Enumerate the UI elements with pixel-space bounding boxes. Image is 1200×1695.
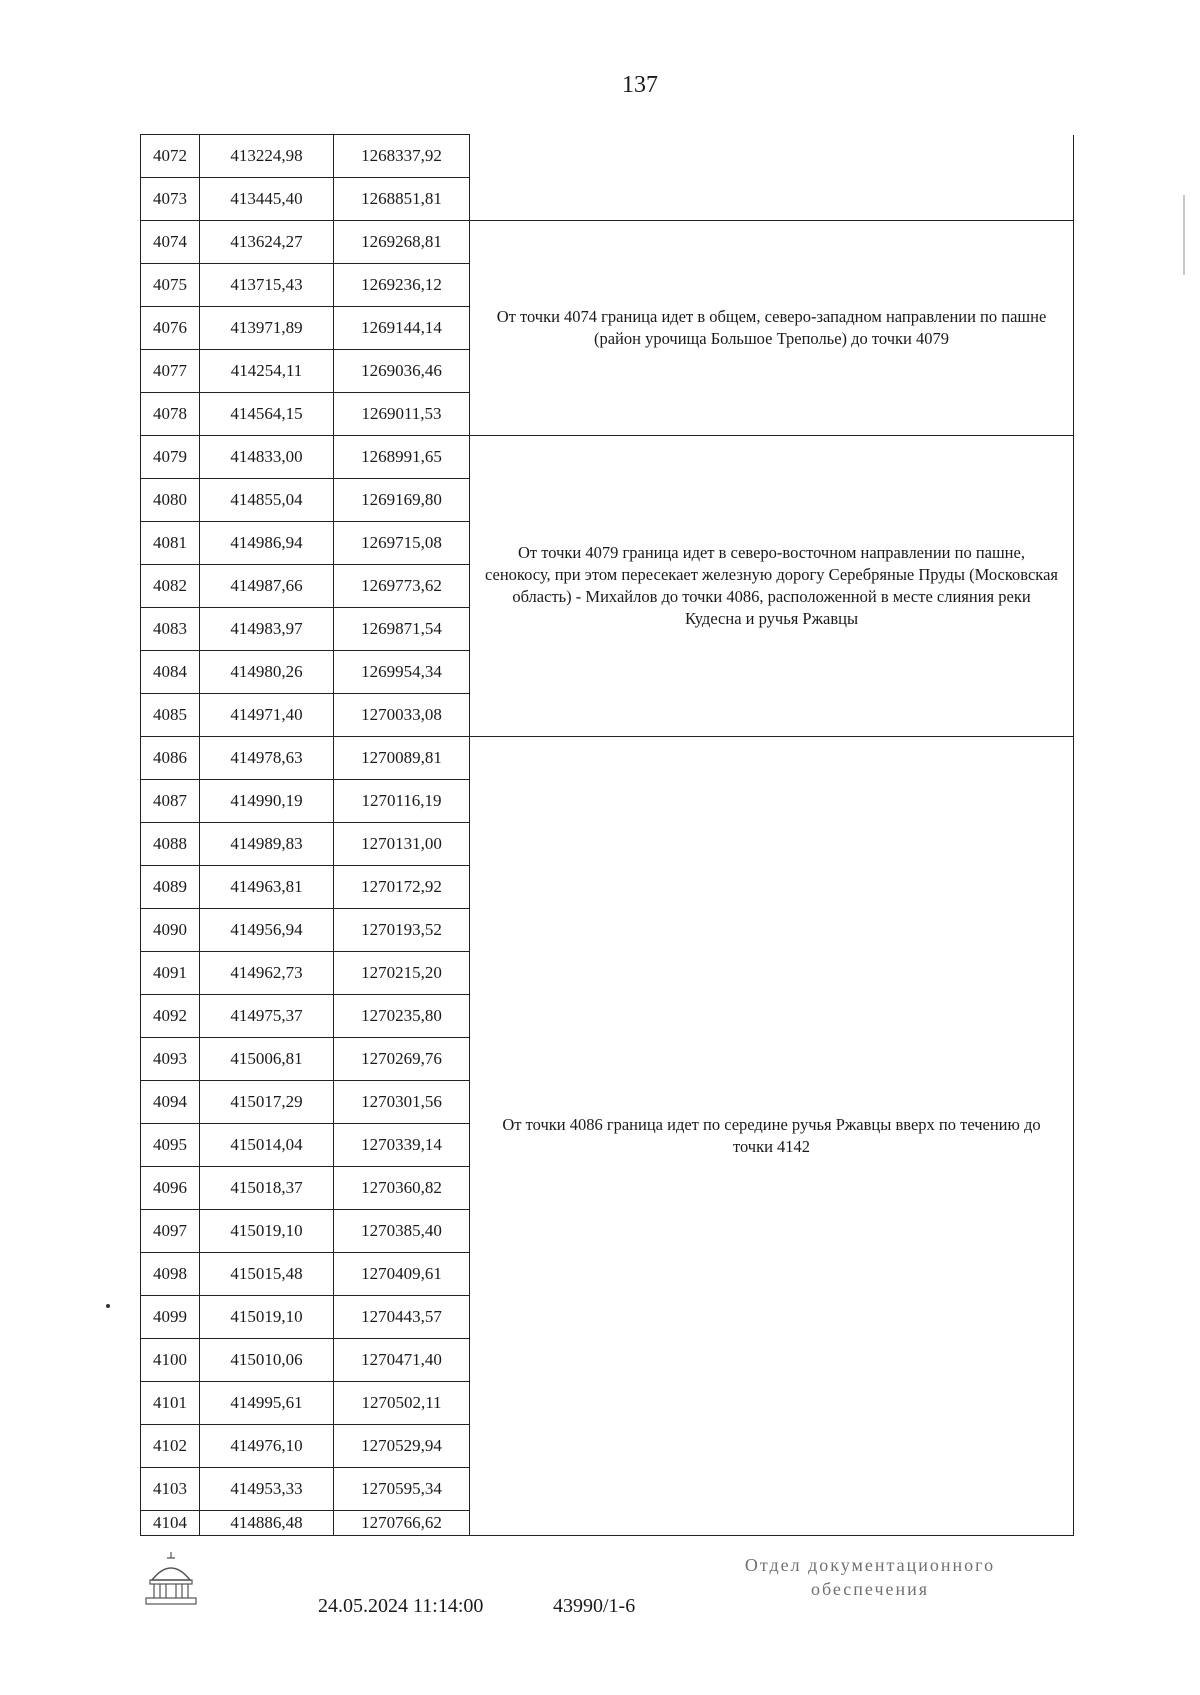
x-coordinate: 414953,33 [200,1468,334,1511]
y-coordinate: 1270131,00 [334,823,470,866]
boundary-description: От точки 4086 граница идет по середине ручья Ржавцы вверх по течению до точки 4142 [470,737,1074,1536]
y-coordinate: 1270172,92 [334,866,470,909]
footer-date: 24.05.2024 11:14:00 [318,1595,484,1617]
boundary-description [470,135,1074,221]
x-coordinate: 415019,10 [200,1296,334,1339]
y-coordinate: 1270215,20 [334,952,470,995]
y-coordinate: 1268851,81 [334,178,470,221]
boundary-description: От точки 4079 граница идет в северо-восточном направлении по пашне, сенокосу, при этом пересекает железную дорогу Серебряные Пруды (Московская область) - Михайлов до точки 4086, расположенной в месте слияния реки Кудесна и ручья Ржавцы [470,436,1074,737]
y-coordinate: 1269169,80 [334,479,470,522]
x-coordinate: 414956,94 [200,909,334,952]
point-number: 4077 [141,350,200,393]
duma-logo [140,1548,202,1610]
y-coordinate: 1269236,12 [334,264,470,307]
x-coordinate: 414963,81 [200,866,334,909]
point-number: 4087 [141,780,200,823]
y-coordinate: 1270443,57 [334,1296,470,1339]
point-number: 4101 [141,1382,200,1425]
y-coordinate: 1268991,65 [334,436,470,479]
point-number: 4081 [141,522,200,565]
point-number: 4075 [141,264,200,307]
y-coordinate: 1270471,40 [334,1339,470,1382]
x-coordinate: 414987,66 [200,565,334,608]
point-number: 4096 [141,1167,200,1210]
x-coordinate: 415015,48 [200,1253,334,1296]
y-coordinate: 1270193,52 [334,909,470,952]
x-coordinate: 415017,29 [200,1081,334,1124]
point-number: 4079 [141,436,200,479]
boundary-description: От точки 4074 граница идет в общем, северо-западном направлении по пашне (район урочища Большое Треполье) до точки 4079 [470,221,1074,436]
y-coordinate: 1270766,62 [334,1511,470,1536]
y-coordinate: 1270301,56 [334,1081,470,1124]
x-coordinate: 414254,11 [200,350,334,393]
table-row [141,436,1074,479]
x-coordinate: 413624,27 [200,221,334,264]
point-number: 4091 [141,952,200,995]
point-number: 4076 [141,307,200,350]
x-coordinate: 415006,81 [200,1038,334,1081]
point-number: 4094 [141,1081,200,1124]
y-coordinate: 1269268,81 [334,221,470,264]
x-coordinate: 414986,94 [200,522,334,565]
point-number: 4083 [141,608,200,651]
point-number: 4082 [141,565,200,608]
y-coordinate: 1269954,34 [334,651,470,694]
y-coordinate: 1270595,34 [334,1468,470,1511]
x-coordinate: 413971,89 [200,307,334,350]
point-number: 4099 [141,1296,200,1339]
table-row [141,221,1074,264]
boundary-coordinates-table [140,134,1074,1536]
y-coordinate: 1270360,82 [334,1167,470,1210]
x-coordinate: 413224,98 [200,135,334,178]
point-number: 4102 [141,1425,200,1468]
y-coordinate: 1270235,80 [334,995,470,1038]
point-number: 4103 [141,1468,200,1511]
point-number: 4097 [141,1210,200,1253]
y-coordinate: 1269715,08 [334,522,470,565]
x-coordinate: 413715,43 [200,264,334,307]
y-coordinate: 1270116,19 [334,780,470,823]
point-number: 4088 [141,823,200,866]
x-coordinate: 414975,37 [200,995,334,1038]
y-coordinate: 1270269,76 [334,1038,470,1081]
x-coordinate: 415018,37 [200,1167,334,1210]
x-coordinate: 414976,10 [200,1425,334,1468]
y-coordinate: 1269871,54 [334,608,470,651]
x-coordinate: 414989,83 [200,823,334,866]
y-coordinate: 1270409,61 [334,1253,470,1296]
y-coordinate: 1268337,92 [334,135,470,178]
point-number: 4090 [141,909,200,952]
x-coordinate: 414983,97 [200,608,334,651]
x-coordinate: 414833,00 [200,436,334,479]
x-coordinate: 414980,26 [200,651,334,694]
x-coordinate: 414978,63 [200,737,334,780]
y-coordinate: 1269011,53 [334,393,470,436]
y-coordinate: 1270385,40 [334,1210,470,1253]
table-row [141,737,1074,780]
point-number: 4086 [141,737,200,780]
y-coordinate: 1270502,11 [334,1382,470,1425]
table-row [141,135,1074,178]
point-number: 4085 [141,694,200,737]
y-coordinate: 1269036,46 [334,350,470,393]
scan-dot [106,1304,110,1308]
x-coordinate: 415019,10 [200,1210,334,1253]
point-number: 4084 [141,651,200,694]
y-coordinate: 1270033,08 [334,694,470,737]
y-coordinate: 1269773,62 [334,565,470,608]
x-coordinate: 414962,73 [200,952,334,995]
department-stamp: Отдел документационного обеспечения [744,1555,996,1599]
x-coordinate: 414971,40 [200,694,334,737]
y-coordinate: 1270339,14 [334,1124,470,1167]
page-number: 137 [622,72,658,98]
y-coordinate: 1270529,94 [334,1425,470,1468]
x-coordinate: 415014,04 [200,1124,334,1167]
point-number: 4092 [141,995,200,1038]
x-coordinate: 414564,15 [200,393,334,436]
point-number: 4093 [141,1038,200,1081]
point-number: 4100 [141,1339,200,1382]
point-number: 4089 [141,866,200,909]
document-number: 43990/1-6 [553,1595,636,1617]
point-number: 4078 [141,393,200,436]
x-coordinate: 414995,61 [200,1382,334,1425]
x-coordinate: 414990,19 [200,780,334,823]
point-number: 4095 [141,1124,200,1167]
y-coordinate: 1269144,14 [334,307,470,350]
point-number: 4074 [141,221,200,264]
point-number: 4073 [141,178,200,221]
x-coordinate: 414886,48 [200,1511,334,1536]
x-coordinate: 414855,04 [200,479,334,522]
scan-edge-mark [1183,195,1185,275]
point-number: 4072 [141,135,200,178]
point-number: 4080 [141,479,200,522]
y-coordinate: 1270089,81 [334,737,470,780]
x-coordinate: 415010,06 [200,1339,334,1382]
point-number: 4104 [141,1511,200,1536]
point-number: 4098 [141,1253,200,1296]
x-coordinate: 413445,40 [200,178,334,221]
